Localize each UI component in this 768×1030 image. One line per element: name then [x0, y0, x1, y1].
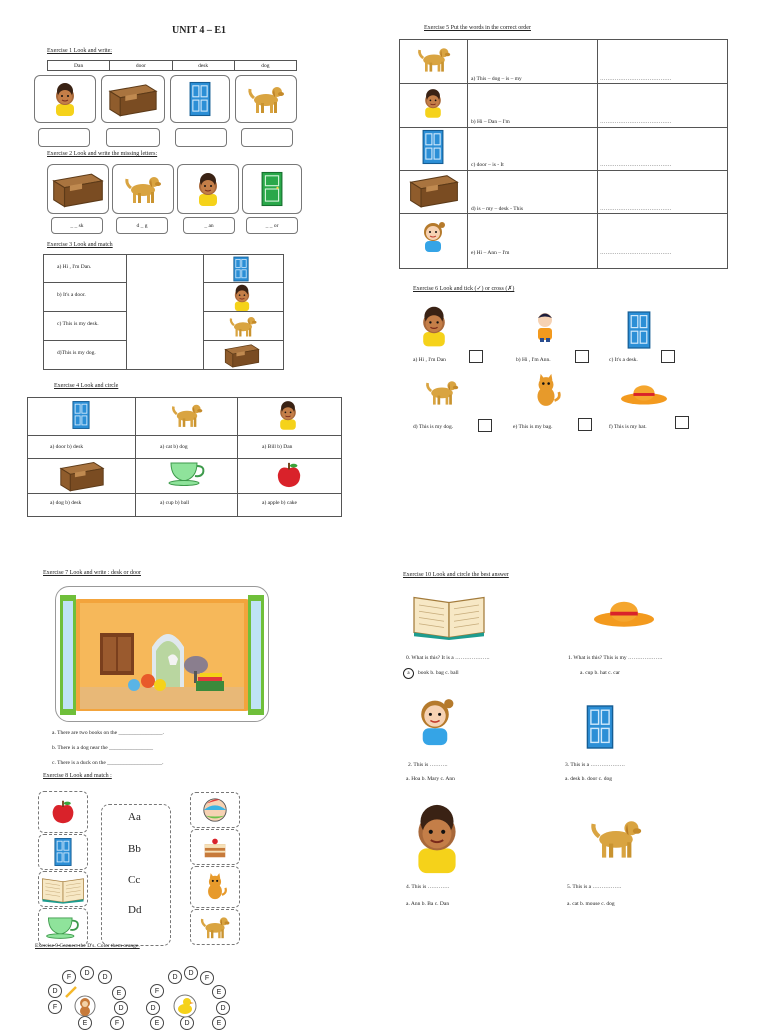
letter-dot[interactable]: E	[150, 1016, 164, 1030]
ball-icon	[201, 796, 229, 824]
missing-letters-box[interactable]: _ an	[183, 217, 235, 234]
door-icon	[627, 310, 651, 350]
answer-options[interactable]: a. Hoa b. Mary c. Ann	[406, 776, 455, 782]
picture-green-door	[242, 164, 302, 214]
tick-statement: e) This is my bag.	[513, 424, 553, 430]
circle-options[interactable]: a) door b) desk	[50, 444, 84, 450]
boy-icon	[406, 802, 468, 874]
exercise-3-divider	[126, 254, 127, 370]
tick-statement: d) This is my dog.	[413, 424, 454, 430]
answer-line[interactable]: …………………………………	[600, 206, 672, 212]
missing-letters-box[interactable]: _ _ or	[246, 217, 298, 234]
circle-options[interactable]: a) Bill b) Dan	[262, 444, 293, 450]
picture-cup	[38, 908, 88, 946]
letter-dot[interactable]: F	[200, 971, 214, 985]
door-icon	[72, 399, 90, 431]
letter-dot[interactable]: D	[98, 970, 112, 984]
exercise-2-heading: Exercise 2 Look and write the missing letters:	[47, 151, 158, 157]
tick-box[interactable]	[578, 418, 592, 431]
exercise-8-heading: Exercise 8 Look and match :	[43, 773, 112, 779]
girl-icon	[418, 215, 448, 255]
tick-statement: b) Hi , I'm Ann.	[516, 357, 551, 363]
apple-icon	[275, 460, 303, 490]
room-scene-icon	[56, 587, 268, 721]
fill-sentence[interactable]: c. There is a duck on the ____________________.	[52, 760, 164, 766]
answer-options[interactable]: a. Ann b. Ba c. Dan	[406, 901, 450, 907]
scrambled-sentence: b) Hi – Dan – I'm	[471, 119, 510, 125]
letter-dot[interactable]: D	[48, 984, 62, 998]
scrambled-sentence: a) This – dog – is – my	[471, 76, 522, 82]
picture-desk	[47, 164, 109, 214]
letter-dot[interactable]: F	[110, 1016, 124, 1030]
exercise-10-heading: Exercise 10 Look and circle the best answer	[403, 572, 509, 578]
door-icon	[54, 837, 72, 867]
letter-dot[interactable]: D	[114, 1001, 128, 1015]
exercise-7-heading: Exercise 7 Look and write : desk or door	[43, 570, 141, 576]
question-text: 4. This is …………	[406, 884, 450, 890]
picture-boy	[34, 75, 96, 123]
picture-dog	[112, 164, 174, 214]
door-icon	[586, 704, 614, 750]
circle-options[interactable]: a) cat b) dog	[160, 444, 188, 450]
picture-dog	[235, 75, 297, 123]
missing-letters-box[interactable]: d _ g	[116, 217, 168, 234]
fill-sentence[interactable]: a. There are two books on the ________________.	[52, 730, 164, 736]
tick-box[interactable]	[575, 350, 589, 363]
answer-box[interactable]	[175, 128, 227, 147]
picture-door	[38, 834, 88, 870]
answer-line[interactable]: …………………………………	[600, 119, 672, 125]
exercise-4-heading: Exercise 4 Look and circle	[54, 383, 119, 389]
cup-icon	[165, 460, 209, 486]
answer-options[interactable]: a. desk b. door c. dog	[565, 776, 613, 782]
word-cell: desk	[172, 61, 234, 71]
boy-icon	[230, 284, 254, 311]
answer-options[interactable]: book b. bag c. ball	[418, 670, 459, 676]
question-text: 2. This is ……….	[408, 762, 448, 768]
apple-icon	[50, 798, 76, 826]
fill-sentence[interactable]: b. There is a dog near the ________________	[52, 745, 154, 751]
tick-box[interactable]	[675, 416, 689, 429]
word-cell: Dan	[48, 61, 110, 71]
cake-icon	[201, 833, 229, 861]
dog-icon	[588, 810, 644, 866]
circle-options[interactable]: a) cup b) ball	[160, 500, 190, 506]
boy-icon	[50, 82, 80, 116]
letter-pair[interactable]: Bb	[128, 843, 141, 855]
picture-cat	[190, 866, 240, 908]
dog-icon	[170, 400, 204, 430]
answer-options[interactable]: a. cup b. hat c. car	[580, 670, 621, 676]
answer-line[interactable]: …………………………………	[600, 250, 672, 256]
letter-dot[interactable]: F	[62, 970, 76, 984]
scrambled-sentence: e) Hi – Ann – I'm	[471, 250, 510, 256]
letter-dot[interactable]: E	[78, 1016, 92, 1030]
tick-statement: a) Hi , I'm Dan	[413, 357, 446, 363]
letter-pair[interactable]: Aa	[128, 811, 141, 823]
cat-icon	[202, 871, 228, 903]
match-sentence: a) Hi , I'm Dan.	[57, 264, 92, 270]
picture-apple	[38, 791, 88, 833]
dog-icon	[199, 913, 231, 941]
letter-dot[interactable]: D	[180, 1016, 194, 1030]
picture-ball	[190, 792, 240, 828]
exercise-9-heading: Exercise 9 Connect the D's. Color them orange.	[35, 943, 140, 949]
cup-icon	[43, 915, 83, 939]
page-title: UNIT 4 – E1	[172, 25, 226, 36]
hat-icon	[620, 382, 668, 406]
answer-box[interactable]	[241, 128, 293, 147]
boy-icon	[275, 400, 301, 430]
answer-line[interactable]: …………………………………	[600, 76, 672, 82]
dog-icon	[123, 172, 163, 206]
cat-icon	[530, 372, 562, 410]
letter-dot[interactable]: E	[212, 1016, 226, 1030]
missing-letters-box[interactable]: _ _ sk	[51, 217, 103, 234]
circle-options[interactable]: a) apple b) cake	[262, 500, 297, 506]
word-cell: door	[110, 61, 172, 71]
picture-dog	[190, 909, 240, 945]
book-icon	[410, 590, 488, 640]
exercise-1-heading: Exercise 1 Look and write:	[47, 48, 112, 54]
question-text: 0. What is this? It is a ……………….	[406, 655, 490, 661]
letter-dot[interactable]: D	[184, 966, 198, 980]
hat-icon	[590, 598, 658, 628]
tick-statement: c) It's a desk.	[609, 357, 638, 363]
boy-icon	[530, 302, 560, 348]
letter-dot[interactable]: D	[146, 1001, 160, 1015]
letter-pair[interactable]: Dd	[128, 904, 142, 916]
door-icon	[189, 80, 211, 118]
duck-icon	[173, 994, 197, 1018]
exercise-3-divider	[203, 254, 204, 370]
tick-box[interactable]	[478, 419, 492, 432]
letter-dot[interactable]: E	[112, 986, 126, 1000]
dog-icon	[416, 42, 452, 76]
letter-dot[interactable]: F	[150, 984, 164, 998]
girl-icon	[412, 690, 458, 748]
picture-book	[38, 871, 88, 907]
tick-box[interactable]	[661, 350, 675, 363]
letter-dot[interactable]: F	[48, 1000, 62, 1014]
picture-boy	[177, 164, 239, 214]
answer-options[interactable]: a. cat b. mouse c. dog	[567, 901, 615, 907]
dog-icon	[228, 313, 258, 339]
letter-pair[interactable]: Cc	[128, 874, 141, 886]
pencil-icon	[64, 985, 78, 999]
boy-icon	[416, 302, 452, 350]
circled-answer-a[interactable]: a	[403, 668, 414, 679]
dog-icon	[246, 83, 286, 115]
boy-icon	[420, 85, 446, 121]
picture-cake	[190, 829, 240, 865]
letter-dot[interactable]: D	[216, 1001, 230, 1015]
desk-icon	[58, 459, 106, 492]
desk-icon	[51, 170, 105, 208]
exercise-1-word-table	[47, 60, 297, 71]
question-text: 1. What is this? This is my ……………….	[568, 655, 663, 661]
exercise-3-heading: Exercise 3 Look and match	[47, 242, 113, 248]
circle-options[interactable]: a) dog b) desk	[50, 500, 82, 506]
boy-icon	[193, 171, 223, 207]
door-icon	[422, 129, 444, 165]
tick-statement: f) This is my hat.	[609, 424, 647, 430]
desk-icon	[106, 81, 160, 117]
scrambled-sentence: c) door – is - It	[471, 162, 504, 168]
door-icon	[261, 169, 283, 209]
word-cell: dog	[234, 61, 296, 71]
exercise-6-heading: Exercise 6 Look and tick (✓) or cross (✗)	[413, 286, 515, 292]
tick-box[interactable]	[469, 350, 483, 363]
match-sentence: d)This is my dog.	[57, 350, 96, 356]
letter-dot[interactable]: D	[80, 966, 94, 980]
letter-dot[interactable]: E	[212, 985, 226, 999]
desk-icon	[408, 171, 460, 209]
answer-line[interactable]: …………………………………	[600, 162, 672, 168]
picture-desk	[101, 75, 165, 123]
question-text: 5. This is a …………….	[567, 884, 622, 890]
dog-icon	[424, 374, 460, 410]
exercise-5-heading: Exercise 5 Put the words in the correct order	[424, 25, 531, 31]
room-picture	[55, 586, 269, 722]
answer-box[interactable]	[38, 128, 90, 147]
picture-door	[170, 75, 230, 123]
scrambled-sentence: d) is – my – desk - This	[471, 206, 523, 212]
match-sentence: c) This is my desk.	[57, 321, 99, 327]
door-icon	[233, 256, 249, 282]
letter-dot[interactable]: D	[168, 970, 182, 984]
desk-icon	[222, 342, 262, 368]
question-text: 3. This is a ……………….	[565, 762, 625, 768]
answer-box[interactable]	[106, 128, 160, 147]
book-icon	[41, 874, 85, 904]
match-sentence: b) It's a door.	[57, 292, 86, 298]
